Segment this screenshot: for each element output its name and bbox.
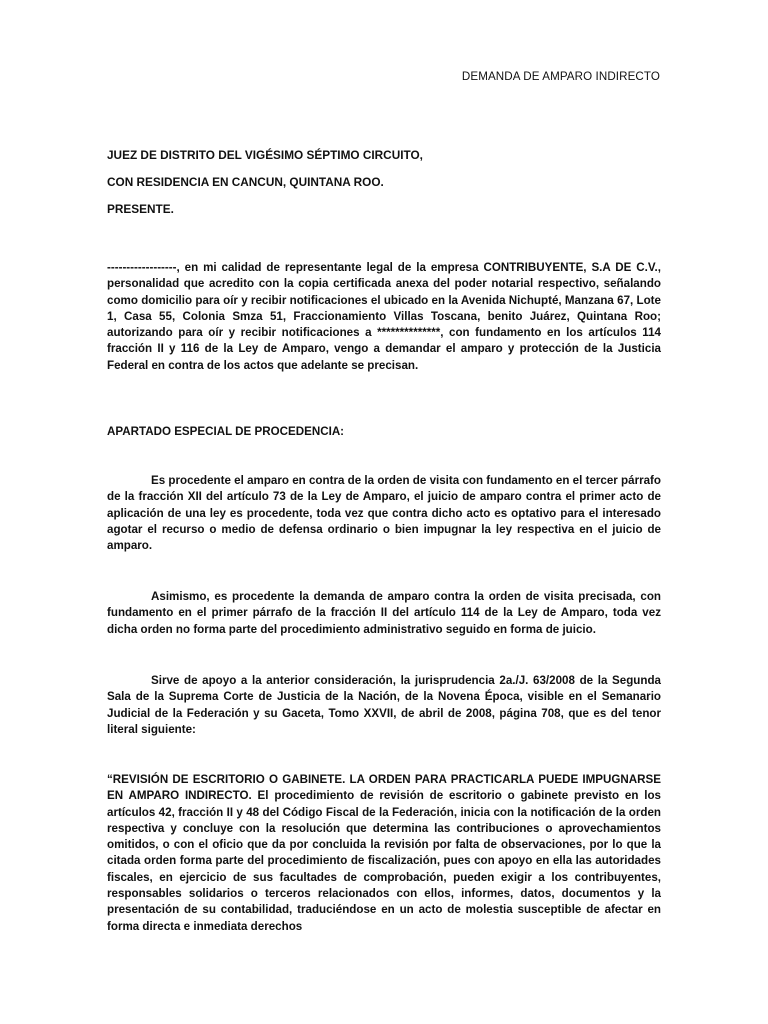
document-title: DEMANDA DE AMPARO INDIRECTO — [461, 70, 660, 83]
jurisprudence-quote-paragraph: “REVISIÓN DE ESCRITORIO O GABINETE. LA ORDEN PARA PRACTICARLA PUEDE IMPUGNARSE EN AMPARO INDIRECTO. El procedimiento de revisión de escritorio o gabinete previsto en los artículos 42, fracción II y 48 del Código Fiscal de la Federación, inicia con la notificación de la orden respectiva y concluye con la resolución que determina las contribuciones o aprovechamientos omitidos, o con el oficio que da por concluida la revisión por falta de observaciones, por lo que la citada orden forma parte del procedimiento de fiscalización, pues con apoyo en ella las autoridades fiscales, en ejercicio de sus facultades de comprobación, pueden exigir a los contribuyentes, responsables solidarios o terceros relacionados con ellos, informes, datos, documentos y la presentación de su contabilidad, traduciéndose en un acto de molestia susceptible de afectar en forma directa e inmediata derechos — [107, 773, 661, 933]
procedencia-paragraph-1: Es procedente el amparo en contra de la orden de visita con fundamento en el tercer párrafo de la fracción XII del artículo 73 de la Ley de Amparo, el juicio de amparo contra el primer acto de aplicación de una ley es procedente, toda vez que contra dicho acto es optativo para el interesado agotar el recurso o medio de defensa ordinario o bien impugnar la ley respectiva en el juicio de amparo. — [107, 474, 661, 553]
intro-paragraph: ------------------, en mi calidad de representante legal de la empresa CONTRIBUYENTE, S.A DE C.V., personalidad que acredito con la copia certificada anexa del poder notarial respectivo, señalando como domicilio para oír y recibir notificaciones el ubicado en la Avenida Nichupté, Manzana 67, Lote 1, Casa 55, Colonia Smza 51, Fraccionamiento Villas Toscana, benito Juárez, Quintana Roo; autorizando para oír y recibir notificaciones a **************, con fundamento en los artículos 114 fracción II y 116 de la Ley de Amparo, vengo a demandar el amparo y protección de la Justicia Federal en contra de los actos que adelante se precisan. — [107, 261, 661, 372]
jurisprudence-intro-paragraph: Sirve de apoyo a la anterior consideración, la jurisprudencia 2a./J. 63/2008 de la Segunda Sala de la Suprema Corte de Justicia de la Nación, de la Novena Época, visible en el Semanario Judicial de la Federación y su Gaceta, Tomo XXVII, de abril de 2008, página 708, que es del tenor literal siguiente: — [107, 674, 661, 736]
addressee-line-residence: CON RESIDENCIA EN CANCUN, QUINTANA ROO. — [107, 175, 384, 189]
addressee-line-presente: PRESENTE. — [107, 202, 174, 216]
procedencia-paragraph-2: Asimismo, es procedente la demanda de amparo contra la orden de visita precisada, con fundamento en el primer párrafo de la fracción II del artículo 114 de la Ley de Amparo, toda vez dicha orden no forma parte del procedimiento administrativo seguido en forma de juicio. — [107, 590, 661, 636]
addressee-block — [107, 148, 423, 229]
section-heading: APARTADO ESPECIAL DE PROCEDENCIA: — [107, 425, 345, 438]
addressee-line-judge: JUEZ DE DISTRITO DEL VIGÉSIMO SÉPTIMO CIRCUITO, — [107, 148, 423, 162]
